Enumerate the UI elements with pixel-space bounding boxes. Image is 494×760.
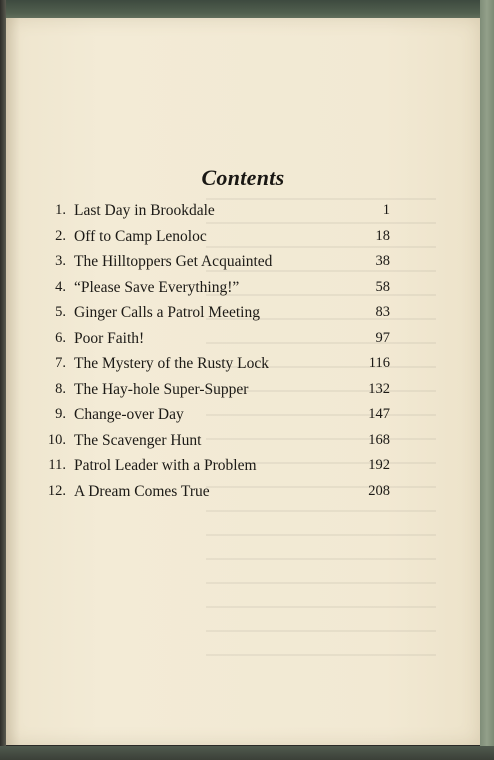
chapter-title: The Hay-hole Super-Supper (74, 380, 249, 398)
chapter-number: 8. (55, 380, 66, 397)
chapter-title: Patrol Leader with a Problem (74, 457, 257, 474)
chapter-number: 2. (55, 227, 66, 244)
toc-entry (30, 224, 390, 250)
chapter-number: 1. (55, 202, 66, 218)
toc-entry (30, 249, 390, 275)
toc-entry (30, 479, 390, 505)
chapter-number: 3. (55, 253, 66, 269)
page-number: 97 (375, 329, 390, 346)
chapter-number: 6. (55, 329, 66, 346)
chapter-number: 10. (47, 431, 66, 448)
page-number: 192 (368, 457, 390, 473)
toc-entry (30, 326, 390, 352)
chapter-number: 9. (55, 406, 66, 422)
page-number: 38 (375, 253, 390, 269)
toc-entry (30, 402, 390, 428)
page-number: 18 (375, 227, 390, 244)
page-number: 58 (375, 278, 390, 295)
toc-entry (30, 377, 390, 403)
chapter-title: Change-over Day (74, 406, 184, 423)
chapter-number: 12. (47, 482, 66, 499)
chapter-number: 7. (55, 355, 66, 371)
chapter-title: Ginger Calls a Patrol Meeting (74, 304, 260, 321)
chapter-title: Poor Faith! (74, 329, 145, 347)
page-number: 147 (368, 406, 390, 422)
toc-entry (30, 275, 390, 301)
chapter-number: 5. (55, 304, 66, 320)
chapter-number: 11. (48, 457, 66, 473)
toc-entry (30, 351, 390, 377)
page-number: 116 (368, 355, 390, 371)
toc-entry (30, 453, 390, 479)
chapter-title: The Hilltoppers Get Acquainted (74, 253, 273, 270)
page-number: 132 (368, 380, 390, 397)
toc-entry (30, 428, 390, 454)
page-number: 208 (368, 482, 390, 499)
chapter-title: A Dream Comes True (74, 482, 210, 500)
page-number: 1 (382, 202, 390, 218)
book-cover-right (480, 0, 494, 760)
page-title: Contents (201, 165, 285, 190)
chapter-title: The Mystery of the Rusty Lock (74, 355, 270, 372)
chapter-number: 4. (55, 278, 66, 295)
chapter-title: Off to Camp Lenoloc (74, 227, 207, 245)
book-cover-bottom (0, 746, 494, 760)
chapter-title: “Please Save Everything!” (74, 278, 240, 296)
toc-entry (30, 300, 390, 326)
toc-entry (30, 198, 390, 224)
table-of-contents (30, 198, 390, 504)
chapter-title: The Scavenger Hunt (74, 431, 202, 449)
chapter-title: Last Day in Brookdale (74, 202, 215, 219)
page-number: 168 (368, 431, 390, 448)
page-number: 83 (375, 304, 390, 320)
